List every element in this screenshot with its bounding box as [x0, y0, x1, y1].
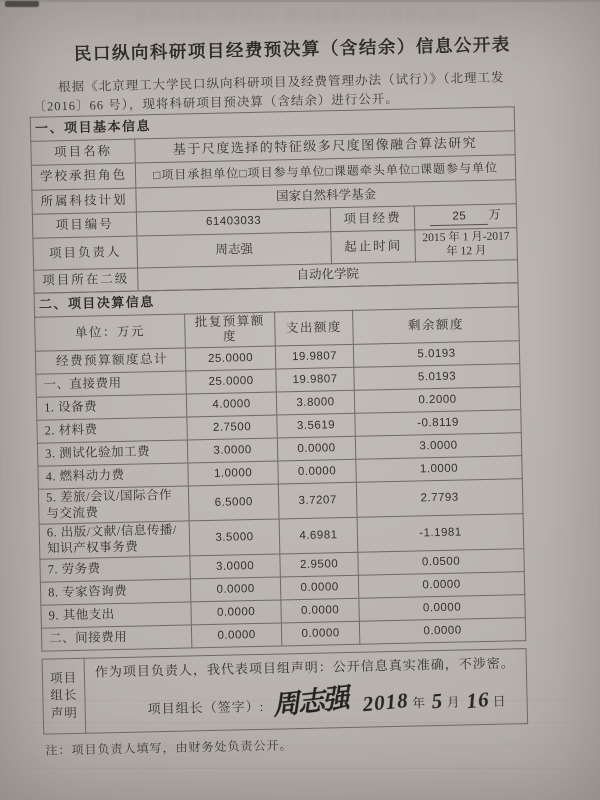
spent-cell: 0.0000	[278, 459, 356, 484]
spent-cell: 3.7207	[278, 482, 357, 519]
budget-column-header: 批复预算额度	[185, 312, 276, 348]
showthrough-line	[30, 745, 570, 746]
project-number-value: 61403033	[136, 208, 330, 236]
remain-cell: 5.0193	[353, 341, 519, 368]
department-value: 自动化学院	[138, 259, 518, 290]
declaration-label-line: 声明	[50, 705, 78, 721]
funds-unit: 万	[488, 207, 501, 223]
role-checkbox-options: □项目承担单位□项目参与单位□课题牵头单位□课题参与单位	[135, 155, 515, 188]
spent-cell: 4.6981	[279, 517, 358, 554]
spent-cell: 3.8000	[276, 390, 354, 415]
remain-cell: 0.0000	[359, 618, 525, 645]
budget-cell: 3.5000	[189, 519, 280, 556]
period-value: 2015 年 1 月-2017 年 12 月	[415, 228, 518, 262]
plan-value: 国家自然科学基金	[136, 180, 516, 212]
showthrough-line	[30, 722, 570, 723]
row-label-cell: 6. 出版/文献/信息传播/知识产权事务费	[39, 521, 190, 559]
intro-paragraph: 根据《北京理工大学民口纵向科研项目及经费管理办法（试行）》（北理工发〔2016〕66 号），现将科研项目预决算（含结余）进行公开。	[33, 70, 505, 114]
date-year: 2018	[362, 687, 411, 716]
budget-cell: 25.0000	[185, 346, 275, 371]
budget-cell: 0.0000	[190, 577, 280, 602]
remain-cell: 1.0000	[356, 456, 522, 483]
row-label-cell: 1. 设备费	[36, 394, 186, 420]
remain-column-header: 剩余额度	[353, 306, 520, 344]
leader-value: 周志强	[137, 232, 332, 268]
declaration-statement: 作为项目负责人，我代表项目组声明：公开信息真实准确，不涉密。	[94, 655, 515, 680]
showthrough-line	[30, 700, 570, 701]
showthrough-line	[30, 768, 570, 769]
remain-cell: 2.7793	[356, 479, 523, 518]
budget-cell: 25.0000	[186, 369, 276, 394]
row-label-cell: 3. 测试化验加工费	[37, 440, 187, 466]
date-year-suffix: 年	[411, 695, 427, 711]
spent-column-header: 支出额度	[275, 310, 354, 346]
basic-info-table	[30, 106, 519, 293]
spent-cell: 0.0000	[280, 575, 358, 600]
remain-cell: 0.0000	[359, 595, 525, 622]
funds-value-cell	[414, 204, 517, 230]
remain-cell: 0.2000	[354, 387, 520, 414]
department-label: 项目所在二级	[34, 268, 138, 293]
budget-cell: 3.0000	[187, 438, 277, 463]
budget-cell: 2.7500	[187, 415, 277, 440]
declaration-label-line: 组长	[50, 688, 78, 703]
date-month-suffix: 月	[446, 694, 461, 710]
period-label: 起止时间	[331, 230, 416, 264]
remain-cell: -0.8119	[355, 410, 521, 437]
budget-cell: 0.0000	[191, 600, 281, 625]
funds-amount: 25	[430, 209, 488, 226]
leader-label: 项目负责人	[33, 236, 138, 270]
handwritten-signature: 周志强	[270, 683, 349, 723]
spent-cell: 0.0000	[281, 598, 359, 623]
declaration-label-line: 项目	[49, 670, 78, 686]
budget-cell: 6.5000	[188, 484, 279, 521]
remain-cell: 0.0000	[358, 572, 524, 599]
project-name-label: 项目名称	[31, 139, 135, 165]
remain-cell: 0.0500	[358, 549, 524, 576]
date-day-suffix: 日	[492, 693, 507, 709]
date-month: 5	[430, 688, 445, 714]
remain-cell: -1.1981	[357, 514, 524, 553]
budget-cell: 3.0000	[190, 554, 280, 579]
spent-cell: 2.9500	[280, 552, 358, 577]
declaration-content	[84, 649, 528, 734]
row-label-cell: 经费预算额度总计	[35, 348, 185, 374]
spent-cell: 0.0000	[281, 621, 359, 646]
document-title: 民口纵向科研项目经费预决算（含结余）信息公开表	[73, 34, 512, 64]
remain-cell: 3.0000	[355, 433, 521, 460]
settlement-table	[34, 282, 527, 652]
reverse-side-showthrough: 民口纵向科研项目经费预决算（含结余）信息公开表	[132, 9, 478, 24]
date-day: 16	[465, 686, 491, 713]
section2-header: 二、项目决算信息	[34, 282, 518, 317]
row-label-cell: 一、直接费用	[36, 371, 186, 397]
budget-cell: 0.0000	[191, 623, 281, 648]
footnote: 注：项目负责人填写，由财务处负责公开。	[45, 738, 293, 758]
spent-cell: 19.9807	[276, 367, 354, 392]
row-label-cell: 4. 燃料动力费	[38, 463, 188, 489]
section1-header: 一、项目基本信息	[30, 107, 514, 142]
row-label-cell: 二、间接费用	[41, 625, 191, 651]
budget-cell: 1.0000	[188, 461, 278, 486]
sign-label: 项目组长（签字）:	[147, 698, 265, 717]
remain-cell: 5.0193	[354, 364, 520, 391]
spent-cell: 0.0000	[277, 436, 355, 461]
spent-cell: 19.9807	[275, 344, 353, 369]
spent-cell: 3.5619	[277, 413, 355, 438]
plan-label: 所属科技计划	[32, 188, 136, 214]
row-label-cell: 9. 其他支出	[41, 602, 191, 628]
row-label-cell: 2. 材料费	[37, 417, 187, 443]
budget-cell: 4.0000	[186, 392, 276, 417]
project-name-value: 基于尺度选择的特征级多尺度图像融合算法研究	[135, 131, 515, 163]
unit-column-header: 单位：万元	[35, 314, 186, 352]
row-label-cell: 5. 差旅/会议/国际合作与交流费	[38, 486, 189, 524]
row-label-cell: 7. 劳务费	[40, 556, 190, 582]
row-label-cell: 8. 专家咨询费	[40, 579, 190, 605]
project-number-label: 项目编号	[32, 212, 136, 238]
funds-label: 项目经费	[330, 206, 415, 232]
role-label: 学校承担角色	[31, 163, 136, 190]
